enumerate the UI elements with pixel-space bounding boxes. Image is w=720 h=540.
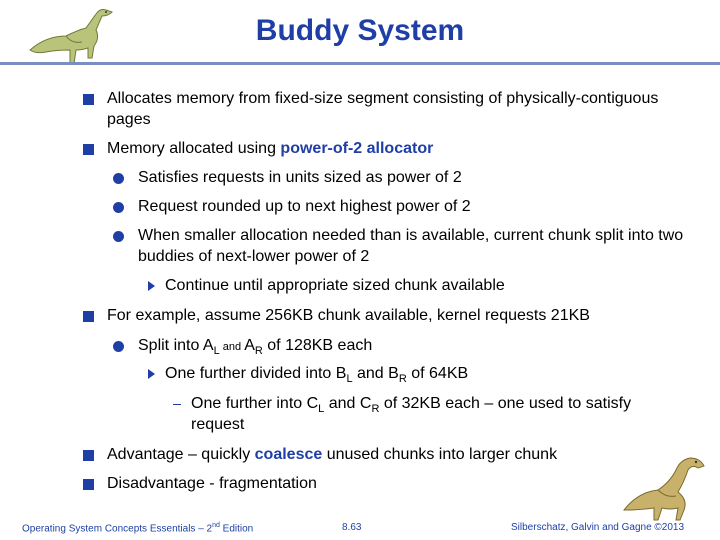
square-bullet-icon xyxy=(83,479,94,490)
bullet-rounded: Request rounded up to next highest power of 2 xyxy=(138,198,471,215)
footer-page-number: 8.63 xyxy=(342,522,362,533)
footer-book-title: Operating System Concepts Essentials – 2nd Edition xyxy=(22,522,254,535)
bullet-further-c: One further into $C_L$ and $C_R$ of 32KB each – one used to satisfy request xyxy=(191,395,632,433)
bullet-allocates: Allocates memory from fixed-size segment consisting of physically-contiguous pages xyxy=(107,90,659,128)
triangle-bullet-icon xyxy=(148,369,155,379)
circle-bullet-icon xyxy=(113,173,124,184)
triangle-bullet-icon xyxy=(148,281,155,291)
square-bullet-icon xyxy=(83,450,94,461)
bullet-power-of-2: Memory allocated using power-of-2 allocator xyxy=(107,140,434,157)
title-divider xyxy=(0,62,720,65)
circle-bullet-icon xyxy=(113,202,124,213)
square-bullet-icon xyxy=(83,94,94,105)
bullet-continue: Continue until appropriate sized chunk available xyxy=(165,277,505,294)
circle-bullet-icon xyxy=(113,341,124,352)
bullet-advantage: Advantage – quickly coalesce unused chunks into larger chunk xyxy=(107,446,558,463)
bullet-satisfies: Satisfies requests in units sized as power of 2 xyxy=(138,169,462,186)
page-title: Buddy System xyxy=(255,14,465,47)
dinosaur-icon xyxy=(618,452,714,524)
square-bullet-icon xyxy=(83,144,94,155)
square-bullet-icon xyxy=(83,311,94,322)
bullet-split: When smaller allocation needed than is available, current chunk split into two buddies of next-lower power of 2 xyxy=(138,227,684,265)
highlight-coalesce: coalesce xyxy=(254,446,323,463)
bullet-disadvantage: Disadvantage - fragmentation xyxy=(107,475,317,492)
dash-bullet-icon xyxy=(173,404,181,405)
bullet-divided-b: One further divided into $B_L$ and $B_R$ of 64KB xyxy=(165,365,469,386)
bullet-example: For example, assume 256KB chunk available, kernel requests 21KB xyxy=(107,307,590,324)
bullet-split-a: Split into $A_L$ and $A_R$ of 128KB each xyxy=(138,337,373,358)
footer-authors: Silberschatz, Galvin and Gagne ©2013 xyxy=(511,522,685,533)
highlight-power-of-2-allocator: power-of-2 allocator xyxy=(280,140,434,157)
circle-bullet-icon xyxy=(113,231,124,242)
